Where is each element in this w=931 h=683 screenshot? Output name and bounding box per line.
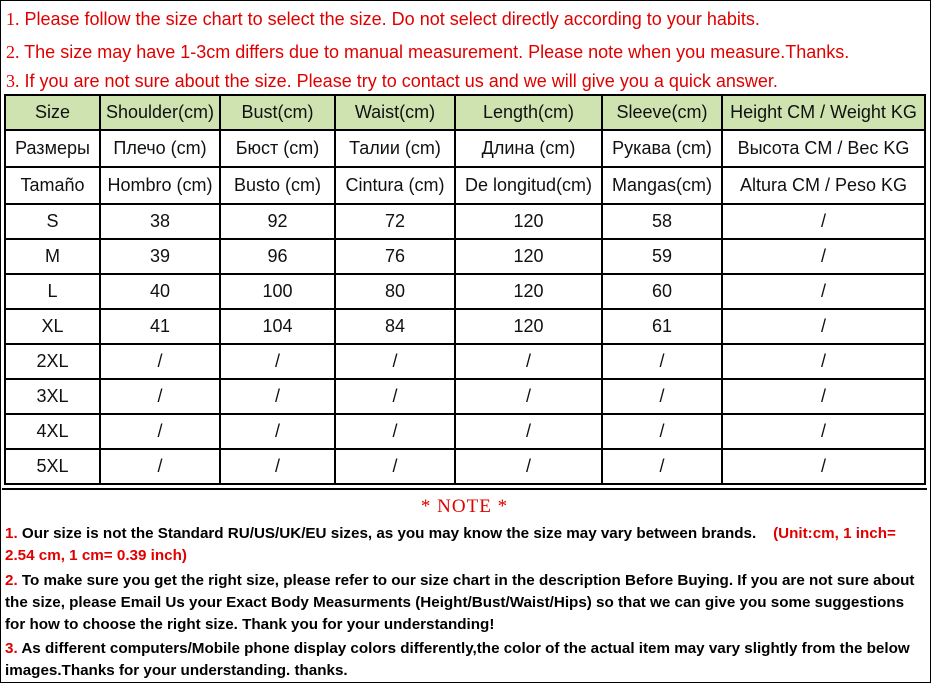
note-text: Our size is not the Standard RU/US/UK/EU sizes, as you may know the size may vary between brands. [17, 525, 757, 542]
value-cell: / [220, 414, 335, 449]
header-cell: Размеры [5, 130, 100, 167]
note-1 [5, 523, 917, 567]
value-cell: / [335, 449, 455, 484]
value-cell: 92 [220, 204, 335, 239]
value-cell: 120 [455, 204, 602, 239]
top-note-3 [6, 72, 778, 90]
value-cell: / [335, 414, 455, 449]
note-section [2, 488, 927, 682]
header-cell: Плечо (cm) [100, 130, 220, 167]
value-cell: / [455, 449, 602, 484]
value-cell: 58 [602, 204, 722, 239]
header-row-es [5, 167, 925, 204]
value-cell: 76 [335, 239, 455, 274]
size-cell: 4XL [5, 414, 100, 449]
value-cell: 96 [220, 239, 335, 274]
value-cell: / [722, 344, 925, 379]
value-cell: / [220, 344, 335, 379]
value-cell: / [602, 379, 722, 414]
value-cell: 59 [602, 239, 722, 274]
value-cell: / [100, 449, 220, 484]
table-row [5, 274, 925, 309]
value-cell: / [602, 449, 722, 484]
value-cell: 41 [100, 309, 220, 344]
header-row-ru [5, 130, 925, 167]
value-cell: / [335, 344, 455, 379]
top-note-number: 3. [6, 71, 20, 91]
note-number: 2. [5, 572, 18, 589]
top-note-text: The size may have 1-3cm differs due to manual measurement. Please note when you measure.Thanks. [19, 42, 850, 62]
value-cell: / [722, 204, 925, 239]
value-cell: / [722, 239, 925, 274]
note-title: * NOTE * [420, 496, 509, 517]
value-cell: 100 [220, 274, 335, 309]
note-unit: (Unit:cm, 1 inch= 2.54 cm, 1 cm= 0.39 inch) [5, 525, 896, 564]
size-table [4, 94, 926, 485]
table-row [5, 204, 925, 239]
header-cell: Рукава (cm) [602, 130, 722, 167]
top-note-number: 1. [6, 9, 20, 29]
value-cell: / [722, 379, 925, 414]
header-cell: Tamaño [5, 167, 100, 204]
header-cell: De longitud(cm) [455, 167, 602, 204]
header-cell: Busto (cm) [220, 167, 335, 204]
note-text: As different computers/Mobile phone display colors differently,the color of the actual item may vary slightly from the below images.Thanks for your understanding. thanks. [5, 640, 910, 679]
value-cell: 80 [335, 274, 455, 309]
value-cell: / [335, 379, 455, 414]
header-cell: Length(cm) [455, 95, 602, 130]
value-cell: / [602, 344, 722, 379]
note-2 [5, 570, 917, 636]
value-cell: 72 [335, 204, 455, 239]
value-cell: 38 [100, 204, 220, 239]
size-cell: S [5, 204, 100, 239]
header-cell: Waist(cm) [335, 95, 455, 130]
value-cell: 39 [100, 239, 220, 274]
header-row-en [5, 95, 925, 130]
size-cell: 3XL [5, 379, 100, 414]
header-cell: Бюст (cm) [220, 130, 335, 167]
header-cell: Талии (cm) [335, 130, 455, 167]
table-row [5, 309, 925, 344]
header-cell: Altura CM / Peso KG [722, 167, 925, 204]
note-number: 1. [5, 525, 18, 542]
header-cell: Cintura (cm) [335, 167, 455, 204]
header-cell: Hombro (cm) [100, 167, 220, 204]
value-cell: / [100, 414, 220, 449]
value-cell: 84 [335, 309, 455, 344]
top-note-1 [6, 10, 760, 28]
table-row [5, 414, 925, 449]
top-note-number: 2. [6, 42, 20, 62]
value-cell: / [455, 379, 602, 414]
header-cell: Длина (cm) [455, 130, 602, 167]
size-cell: XL [5, 309, 100, 344]
value-cell: / [722, 414, 925, 449]
value-cell: 61 [602, 309, 722, 344]
header-cell: Bust(cm) [220, 95, 335, 130]
value-cell: / [455, 344, 602, 379]
note-number: 3. [5, 640, 18, 657]
table-row [5, 344, 925, 379]
header-cell: Size [5, 95, 100, 130]
top-note-text: Please follow the size chart to select the size. Do not select directly according to your habits. [19, 9, 760, 29]
table-row [5, 449, 925, 484]
value-cell: / [722, 309, 925, 344]
table-row [5, 379, 925, 414]
value-cell: / [220, 379, 335, 414]
top-note-2 [6, 43, 849, 61]
note-text: To make sure you get the right size, please refer to our size chart in the description Before Buying. If you are not sure about the size, please Email Us your Exact Body Measurments (Height/Bust/Waist/Hips) so that we can give you some suggestions for how to choose the right size. Thank you for your understanding! [5, 572, 915, 633]
top-note-text: If you are not sure about the size. Please try to contact us and we will give you a quick answer. [19, 71, 778, 91]
value-cell: 120 [455, 309, 602, 344]
header-cell: Height CM / Weight KG [722, 95, 925, 130]
note-3 [5, 638, 917, 682]
size-cell: 2XL [5, 344, 100, 379]
value-cell: / [100, 344, 220, 379]
value-cell: 60 [602, 274, 722, 309]
header-cell: Sleeve(cm) [602, 95, 722, 130]
value-cell: 120 [455, 274, 602, 309]
header-cell: Shoulder(cm) [100, 95, 220, 130]
value-cell: / [602, 414, 722, 449]
value-cell: 120 [455, 239, 602, 274]
value-cell: / [220, 449, 335, 484]
header-cell: Mangas(cm) [602, 167, 722, 204]
value-cell: / [722, 274, 925, 309]
table-row [5, 239, 925, 274]
value-cell: / [455, 414, 602, 449]
size-cell: M [5, 239, 100, 274]
value-cell: / [722, 449, 925, 484]
value-cell: 40 [100, 274, 220, 309]
size-cell: L [5, 274, 100, 309]
header-cell: Высота CM / Вес KG [722, 130, 925, 167]
size-cell: 5XL [5, 449, 100, 484]
value-cell: 104 [220, 309, 335, 344]
value-cell: / [100, 379, 220, 414]
